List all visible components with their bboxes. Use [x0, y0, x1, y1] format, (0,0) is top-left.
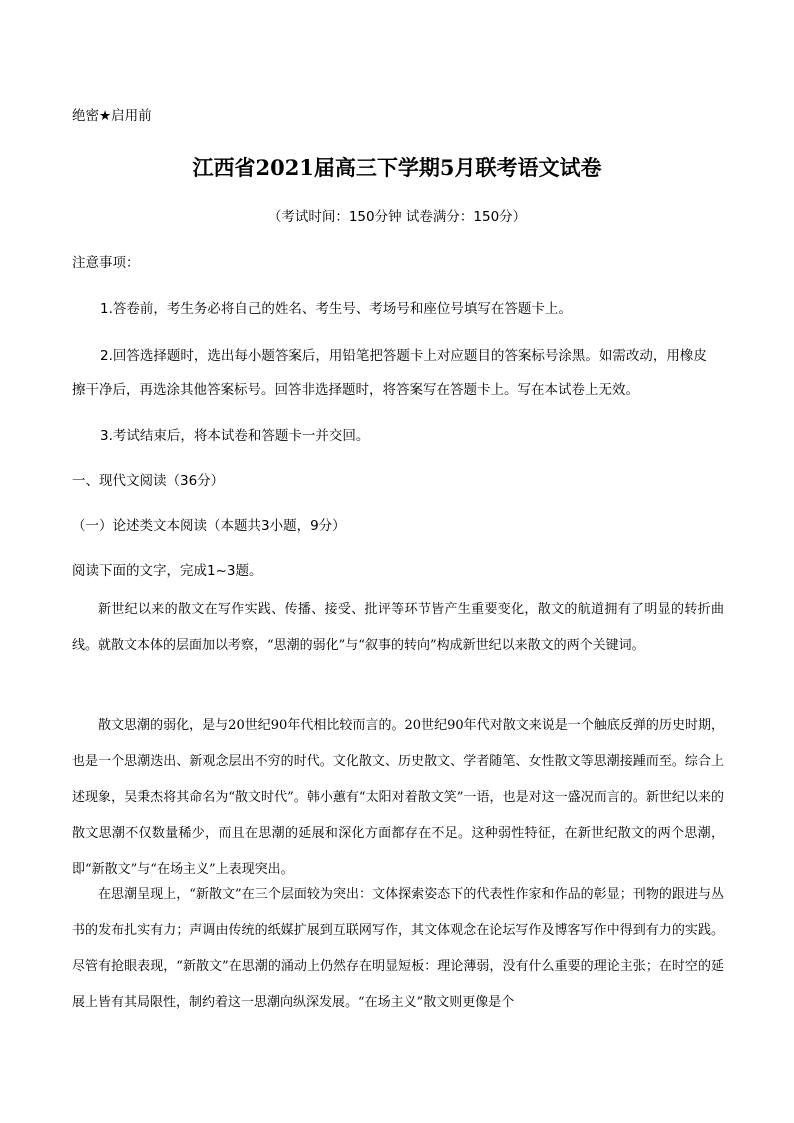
notes-heading: 注意事项： [72, 255, 140, 271]
passage-paragraph: 在思潮呈现上，“新散文”在三个层面较为突出：文体探索姿态下的代表性作家和作品的彰显；刊物的跟进与丛书的发布扎实有力；声调由传统的纸媒扩展到互联网写作，其文体观念在论坛写作及博客写作中得到有力的实践。尽管有抢眼表现，“新散文”在思潮的涌动上仍然存在明显短板：理论薄弱，没有什么重要的理论主张；在时空的延展上皆有其局限性，制约着这一思潮向纵深发展。“在场主义”散文则更像是个 [72, 887, 724, 1010]
section-subheading: （一）论述类文本阅读（本题共3小题，9分） [72, 518, 346, 534]
note-item-3: 3.考试结束后，将本试卷和答题卡一并交回。 [100, 428, 370, 444]
confidential-mark: 绝密★启用前 [72, 108, 152, 124]
reading-instruction: 阅读下面的文字，完成1~3题。 [72, 563, 263, 579]
exam-subtitle: （考试时间：150分钟 试卷满分：150分） [267, 209, 527, 225]
note-item-2-continued: 擦干净后，再选涂其他答案标号。回答非选择题时，将答案写在答题卡上。写在本试卷上无效。 [72, 382, 639, 398]
note-item-1: 1.答卷前，考生务必将自己的姓名、考生号、考场号和座位号填写在答题卡上。 [100, 301, 572, 317]
exam-title: 江西省2021届高三下学期5月联考语文试卷 [192, 155, 602, 180]
passage-paragraph: 新世纪以来的散文在写作实践、传播、接受、批评等环节皆产生重要变化，散文的航道拥有了明显的转折曲线。就散文本体的层面加以考察，“思潮的弱化”与“叙事的转向”构成新世纪以来散文的两个关键词。 [72, 602, 724, 653]
passage-paragraph: 散文思潮的弱化，是与20世纪90年代相比较而言的。20世纪90年代对散文来说是一个触底反弹的历史时期，也是一个思潮迭出、新观念层出不穷的时代。文化散文、历史散文、学者随笔、女性散文等思潮接踵而至。综合上述现象，吴秉杰将其命名为“散文时代”。韩小蕙有“太阳对着散文笑”一语，也是对这一盛况而言的。新世纪以来的散文思潮不仅数量稀少，而且在思潮的延展和深化方面都存在不足。这种弱性特征，在新世纪散文的两个思潮，即“新散文”与“在场主义”上表现突出。 [72, 718, 724, 877]
section-heading: 一、现代文阅读（36分） [72, 473, 225, 489]
note-item-2: 2.回答选择题时，选出每小题答案后，用铅笔把答题卡上对应题目的答案标号涂黑。如需改动，用橡皮 [100, 348, 707, 364]
